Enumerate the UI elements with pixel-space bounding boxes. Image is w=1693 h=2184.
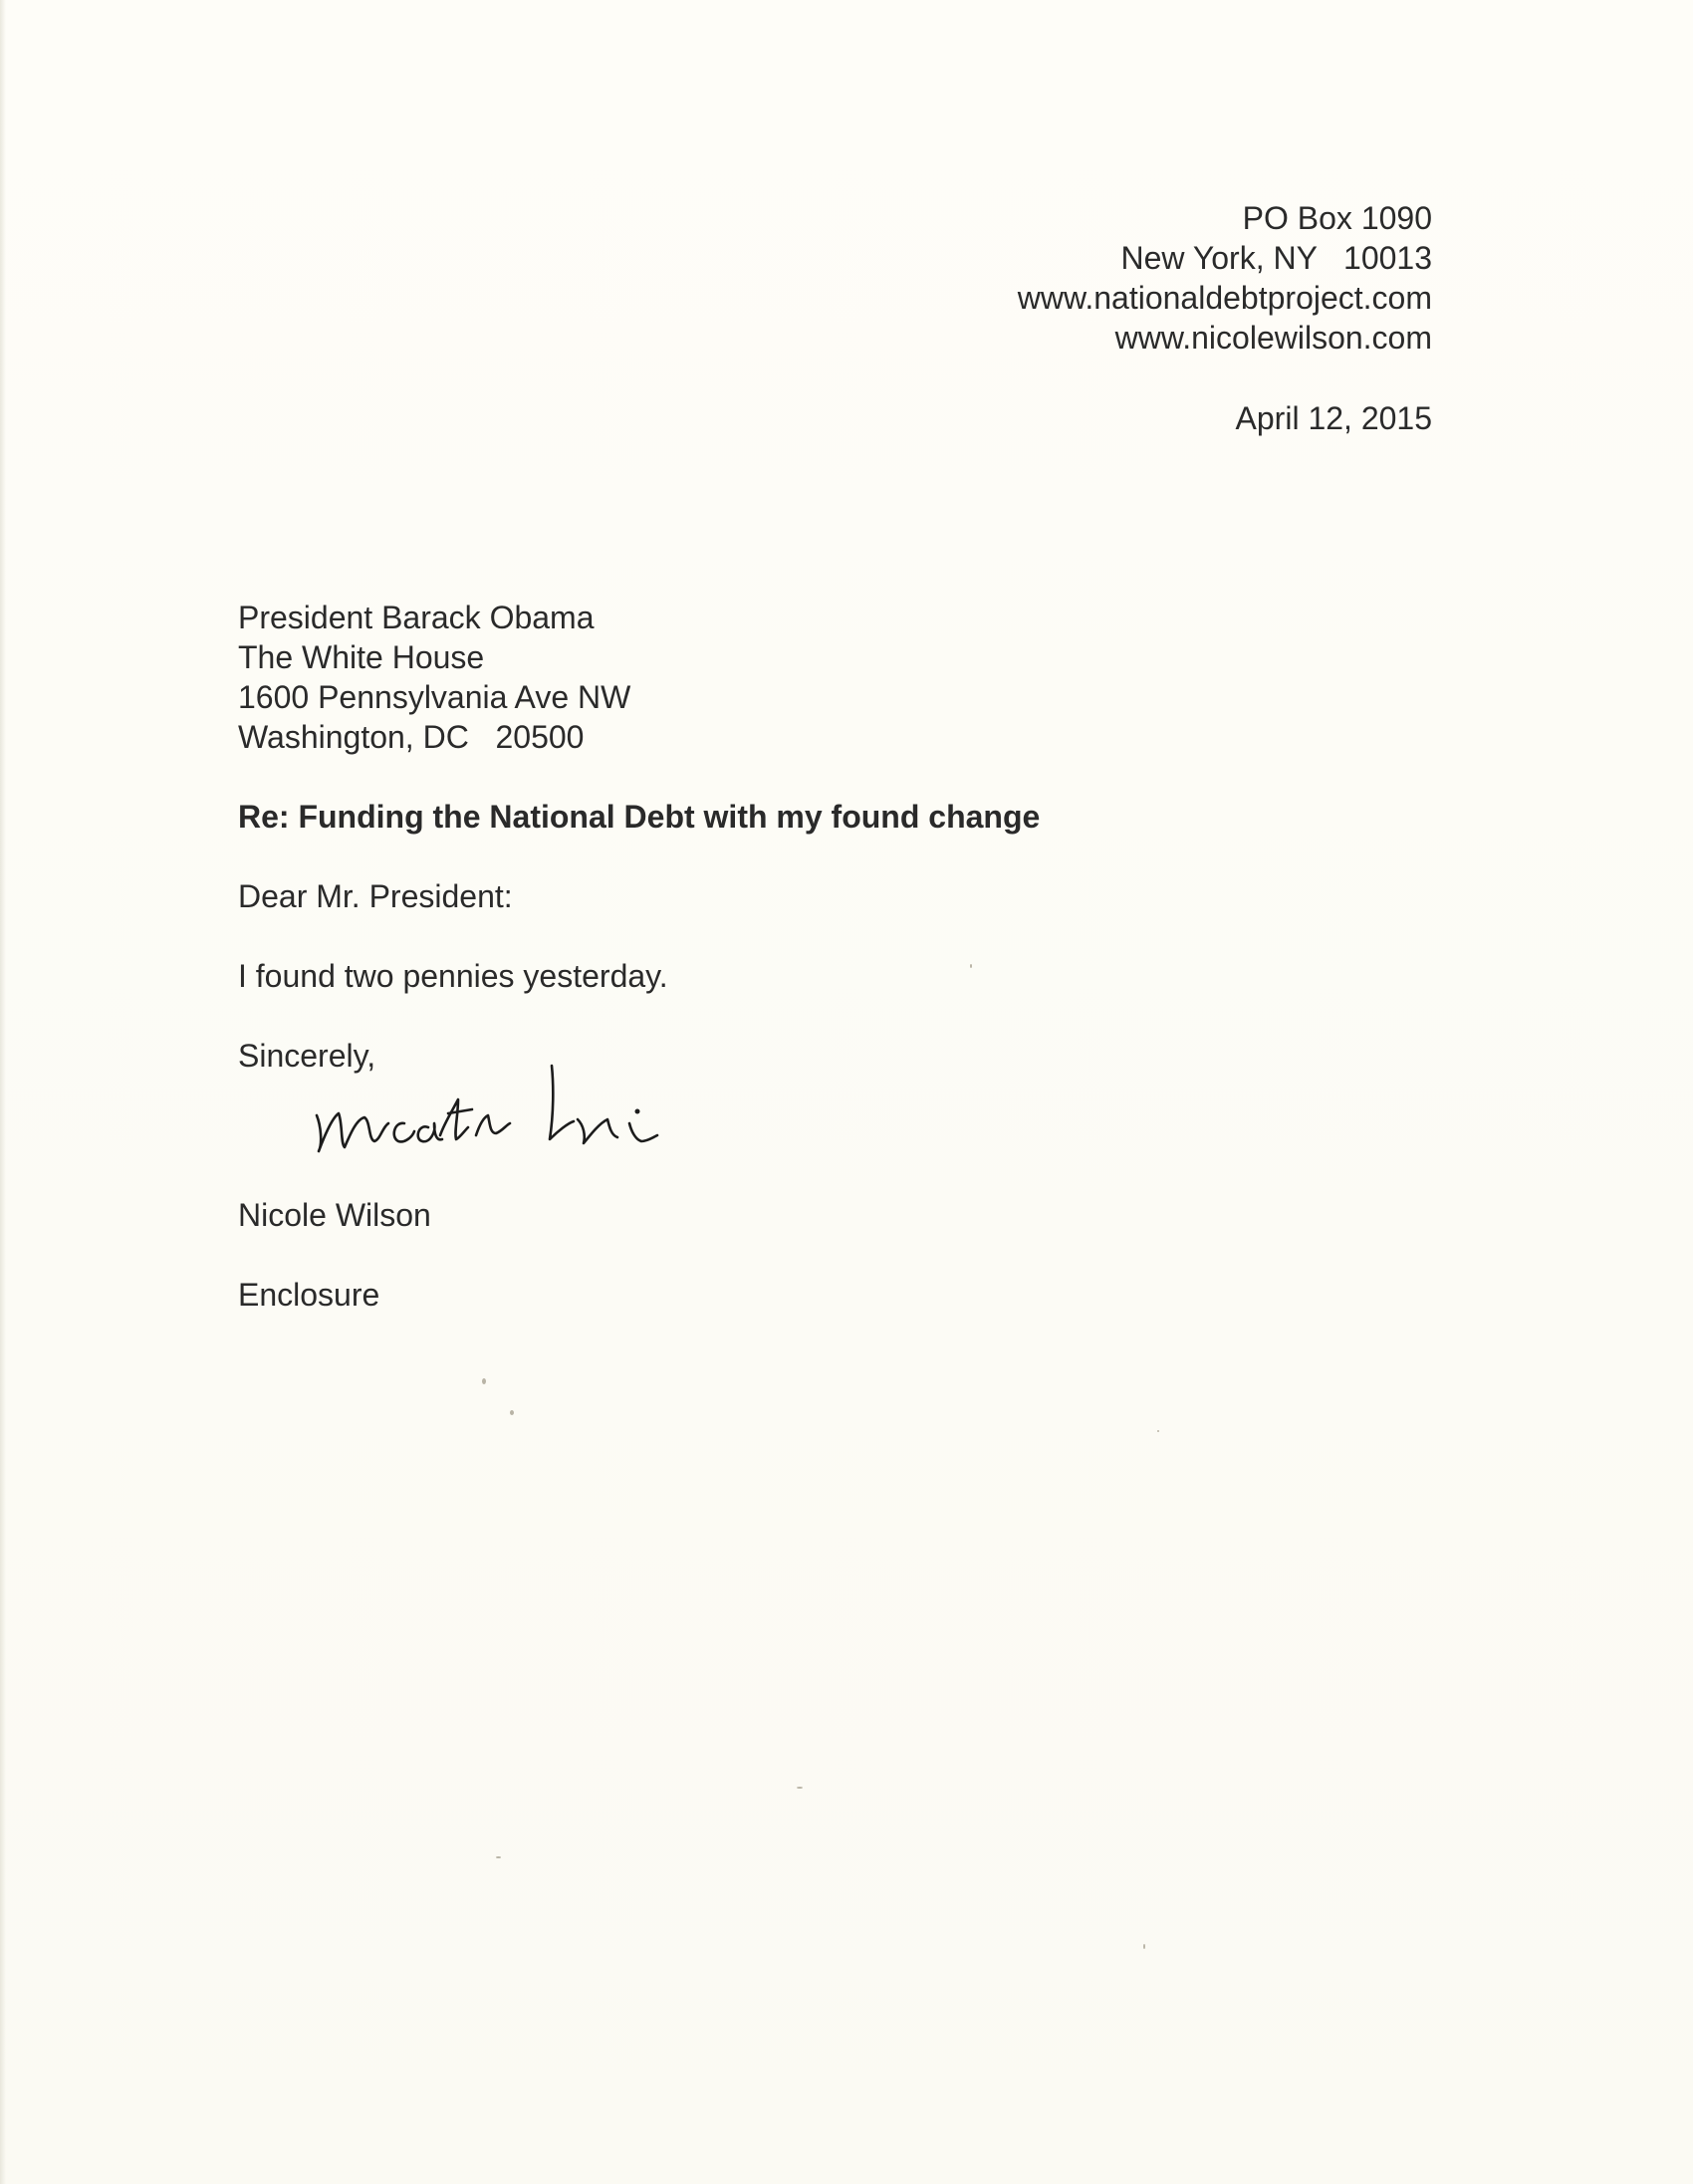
signer-block	[238, 1195, 431, 1235]
paper-speck	[510, 1410, 514, 1415]
paper-speck	[797, 1787, 803, 1789]
handwritten-signature	[309, 1044, 737, 1173]
recipient-line4: Washington, DC 20500	[238, 719, 585, 755]
sender-website-2: www.nicolewilson.com	[1114, 320, 1432, 356]
salutation-block	[238, 876, 513, 916]
recipient-line2: The White House	[238, 639, 485, 675]
paper-speck	[482, 1378, 486, 1384]
body-paragraph: I found two pennies yesterday.	[238, 958, 668, 994]
sender-address-block	[1018, 198, 1432, 358]
sender-address-line1: PO Box 1090	[1242, 200, 1432, 236]
paper-edge	[0, 0, 6, 2184]
subject-block	[238, 797, 1040, 837]
recipient-line3: 1600 Pennsylvania Ave NW	[238, 679, 631, 715]
enclosure-note: Enclosure	[238, 1277, 380, 1313]
recipient-address-block	[238, 598, 630, 757]
paper-speck	[970, 964, 972, 968]
subject-line: Re: Funding the National Debt with my found change	[238, 799, 1041, 835]
signer-name: Nicole Wilson	[238, 1197, 431, 1233]
sender-website-1: www.nationaldebtproject.com	[1017, 280, 1432, 316]
paper-speck	[1143, 1944, 1145, 1949]
paper-speck	[496, 1856, 501, 1858]
closing: Sincerely,	[238, 1038, 376, 1074]
body-block	[238, 956, 668, 996]
enclosure-block	[238, 1275, 379, 1315]
paper-speck	[1157, 1430, 1159, 1432]
date-block	[1236, 398, 1432, 438]
sender-address-line2: New York, NY 10013	[1120, 240, 1432, 276]
salutation: Dear Mr. President:	[238, 878, 513, 914]
letter-date: April 12, 2015	[1235, 400, 1432, 436]
recipient-name: President Barack Obama	[238, 600, 595, 635]
